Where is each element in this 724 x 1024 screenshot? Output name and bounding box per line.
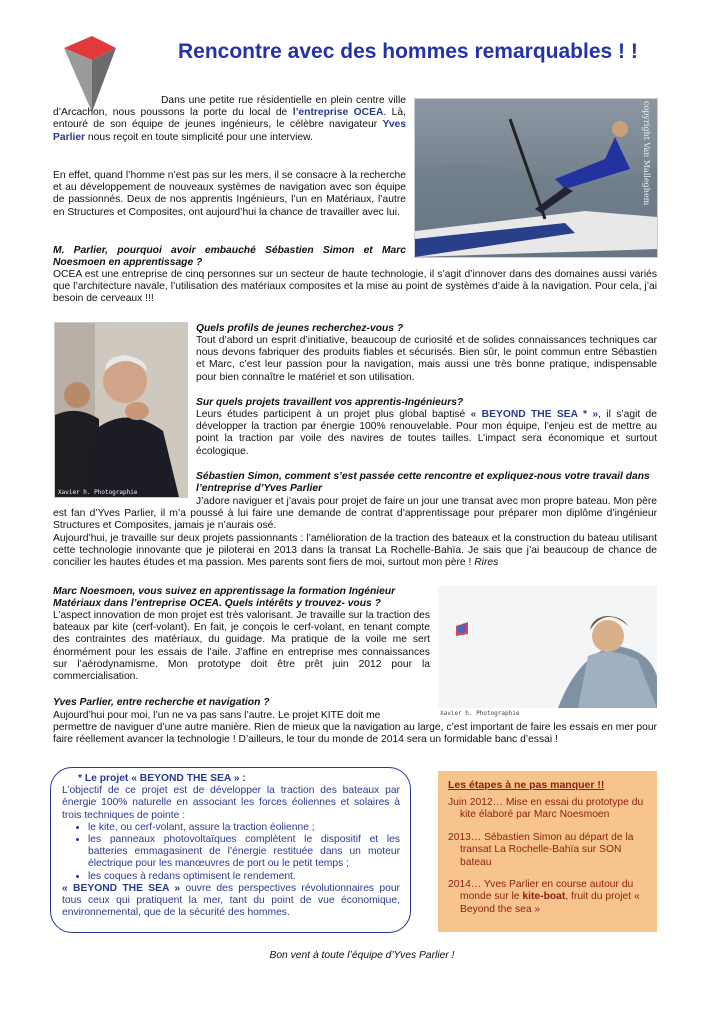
answer-6: permettre de naviguer d’une autre manière. Rien de mieux que la navigation au large, c’est important de faire les essais en mer pour faire réellement avancer la technologie ! D’ailleurs, le tour du monde de 2014 sera un formidable banc d’essai ! — [53, 722, 657, 746]
question-5: Marc Noesmoen, vous suivez en apprentissage la formation Ingénieur Matériaux dans l’entreprise OCEA. Quels intérêts y trouvez- vous ? — [53, 586, 396, 610]
intro-paragraph-1: Dans une petite rue résidentielle en plein centre ville d’Arcachon, nous poussons la porte du local de l’entreprise OCEA. Là, entouré de son équipe de jeunes ingénieurs, le célèbre navigateur Yves Parlier nous reçoit en toute simplicité pour une interview. — [53, 95, 406, 143]
step-item: 2014… Yves Parlier en course autour du monde sur le kite-boat, fruit du projet « Beyond the sea » — [448, 879, 640, 915]
answer-4: J’adore naviguer et j’avais pour projet de faire un jour une transat avec mon propre bateau. Mon père est fan d’Yves Parlier, il m’a poussé à lui faire une demande de contrat d’apprentissage pour préparer mon diplôme d’ingénieur Structures et Composites, jamais je n’aurais osé. Aujourd’hui, je travaille sur deux projets passionnants : l’amélioration de la traction des bateaux et la construction du bateau utilisant cette technologie innovante que je piloterai en 2013 dans la transat La Rochelle-Bahïa. Je sais que j’ai beaucoup de chance de concilier les hautes études et ma passion. Mes parents sont fiers de moi, surtout mon père ! Rires — [53, 496, 657, 569]
question-3: Sur quels projets travaillent vos apprentis-Ingénieurs? — [196, 397, 464, 408]
sailing-photo — [414, 98, 658, 258]
steps-box — [438, 771, 657, 932]
question-6: Yves Parlier, entre recherche et navigation ? — [53, 697, 270, 708]
steps-box-title: Les étapes à ne pas manquer !! — [448, 779, 605, 791]
question-2: Quels profils de jeunes recherchez-vous ? — [196, 323, 404, 334]
kite-photo — [438, 586, 657, 718]
question-4: Sébastien Simon, comment s’est passée cette rencontre et expliquez-nous votre travail dans l’entreprise d’Yves Parlier — [196, 471, 650, 495]
portrait-photo — [54, 322, 188, 498]
answer-6-line: Aujourd’hui pour moi, l’un ne va pas sans l’autre. Le projet KITE doit me — [53, 710, 381, 721]
photo-credit: copyright Van Malleghem — [642, 101, 651, 206]
answer-2: Tout d’abord un esprit d’initiative, beaucoup de curiosité et de solides connaissances techniques car nous devons fabriquer des produits fiables et sécurisés. Bien sûr, le point commun entre Sébastien et Marc, c’est leur passion pour la navigation, mais aussi une très bonne pratique, indispensable pour bien connaître le matériel et son utilisation. — [196, 335, 657, 383]
photo-credit: Xavier h. Photographie — [440, 710, 520, 717]
list-item: • les coques à redans optimisent le rendement. — [88, 871, 400, 883]
project-box-list — [62, 822, 400, 883]
answer-1: OCEA est une entreprise de cinq personnes sur un secteur de haute technologie, il s’agit d’innover dans des domaines aussi variés que l’architecture navale, l’utilisation des matériaux composites et la mise au point de systèmes d’aide à la navigation. Pour cela, j’ai besoin de cerveaux !!! — [53, 269, 657, 305]
list-item: • le kite, ou cerf-volant, assure la traction éolienne ; — [88, 822, 400, 834]
step-item: Juin 2012… Mise en essai du prototype du kite élaboré par Marc Noesmoen — [448, 797, 644, 821]
list-item: • les panneaux photovoltaïques complètent le dispositif et les batteries emmagasinent de l’énergie restituée dans un moteur électrique pour les manœuvres de port ou le petit temps ; — [88, 834, 400, 871]
photo-credit: Xavier h. Photographie — [58, 489, 138, 496]
intro-paragraph-2: En effet, quand l’homme n’est pas sur les mers, il se consacre à la recherche et au développement de nouveaux systèmes de navigation avec son équipe de passionnés. Deux de nos apprentis Ingénieurs, l’un en Matériaux, l’autre en Structures et Composites, ont aujourd’hui la chance de travailler avec lui. — [53, 170, 406, 218]
question-1: M. Parlier, pourquoi avoir embauché Sébastien Simon et Marc Noesmoen en apprentissage ? — [53, 245, 406, 269]
step-item: 2013… Sébastien Simon au départ de la transat La Rochelle-Bahïa sur SON bateau — [448, 831, 634, 868]
project-box-title: * Le projet « BEYOND THE SEA » : — [78, 773, 246, 784]
answer-5: L’aspect innovation de mon projet est très valorisant. Je travaille sur la traction des bateaux par kite (cerf-volant). En fait, je conçois le cerf-volant, en tenant compte des contraintes des matériaux, du guidage. Ma pratique de la voile me sert énormément pour les essais de l’aile. J’affine en entreprise mes connaissances sur l’aérodynamisme. Mon prototype doit être prêt juin 2012 pour la commercialisation. — [53, 610, 430, 683]
answer-3: Leurs études participent à un projet plus global baptisé « BEYOND THE SEA * », il s’agit de développer la traction par énergie 100% renouvelable. Pour mon équipe, l’enjeu est de mettre au point la traction par voile des navires de toutes tailles. L’impact sera économique et surtout écologique. — [196, 409, 658, 457]
page-title: Rencontre avec des hommes remarquables ! ! — [178, 40, 638, 63]
footer-text: Bon vent à toute l’équipe d’Yves Parlier ! — [269, 950, 455, 961]
project-box-closing: « BEYOND THE SEA » ouvre des perspectives révolutionnaires pour tous ceux qui pratiquent la mer, tant du point de vue économique, environnemental, que de la sécurité des hommes. — [62, 882, 400, 919]
project-box — [50, 767, 411, 933]
project-box-text: L’objectif de ce projet est de développer la traction des bateaux par énergie 100% naturelle en associant les forces éoliennes et solaires à trois techniques de pointe : — [62, 785, 400, 821]
